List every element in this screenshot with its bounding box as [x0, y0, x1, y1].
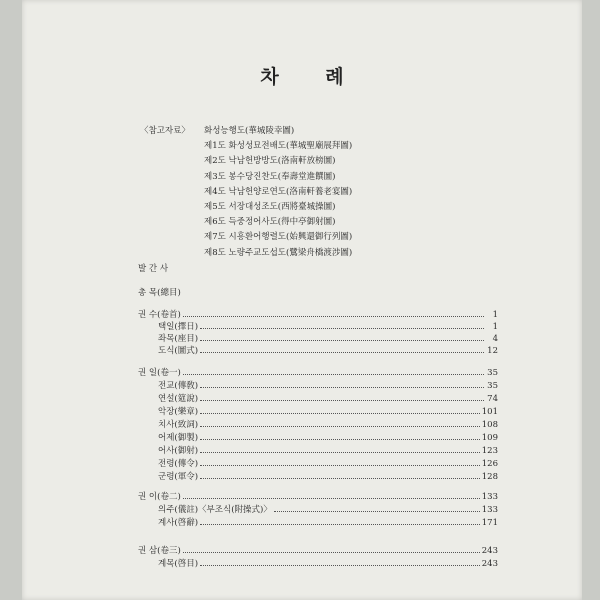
leader-dots [200, 426, 480, 427]
toc-entry-label: 좌목(座目) [158, 334, 199, 344]
toc-entry-label: 치사(致詞) [158, 420, 199, 430]
reference-item: 제2도 낙남헌방방도(洛南軒放榜圖) [204, 156, 336, 167]
toc-heading: 권 삼(卷三) [138, 546, 181, 556]
reference-first: 화성능행도(華城陵幸圖) [204, 126, 295, 136]
toc-entry-label: 군령(軍令) [158, 472, 199, 482]
leader-dots [200, 452, 480, 453]
toc-entry[interactable] [138, 392, 498, 404]
toc-entry[interactable] [138, 405, 498, 417]
page-number: 109 [481, 433, 498, 443]
toc-entry[interactable] [138, 431, 498, 443]
toc-heading: 권 이(卷二) [138, 492, 181, 502]
leader-dots [200, 439, 480, 440]
toc-entry[interactable] [138, 344, 498, 356]
page-number: 133 [481, 505, 498, 515]
page-number: 128 [481, 472, 498, 482]
page-number: 243 [481, 559, 498, 569]
reference-materials [140, 124, 352, 261]
toc-heading-row[interactable] [138, 366, 498, 378]
page-number: 101 [481, 407, 498, 417]
leader-dots [200, 400, 484, 401]
toc-entry[interactable] [138, 379, 498, 391]
leader-dots [200, 465, 480, 466]
toc-entry[interactable] [138, 503, 498, 515]
page-number: 1 [492, 322, 498, 332]
page-number: 108 [481, 420, 498, 430]
toc-entry[interactable] [138, 470, 498, 482]
page-title: 차 례 [260, 66, 364, 88]
book-page [22, 0, 582, 600]
toc-entry-label: 어제(御製) [158, 433, 199, 443]
toc-entry-label: 연설(筵說) [158, 394, 199, 404]
reference-item: 제3도 봉수당진찬도(奉壽堂進饌圖) [204, 171, 336, 182]
toc-heading-row[interactable] [138, 490, 498, 502]
page-number: 35 [487, 368, 498, 378]
reference-item: 제4도 낙남헌양로연도(洛南軒養老宴圖) [204, 186, 353, 197]
toc-entry[interactable] [138, 320, 498, 332]
toc-entry-label: 계사(啓辭) [158, 518, 199, 528]
toc-heading-row[interactable] [138, 308, 498, 320]
leader-dots [200, 340, 484, 341]
leader-dots [200, 524, 480, 525]
reference-item: 제1도 화성성묘전배도(華城聖廟展拜圖) [204, 141, 353, 152]
page-number: 243 [481, 546, 498, 556]
reference-item: 제7도 시흥환어행렬도(始興還御行列圖) [204, 232, 353, 243]
page-number: 12 [487, 346, 498, 356]
page-number: 171 [481, 518, 498, 528]
toc-entry-label: 전교(傳敎) [158, 381, 199, 391]
toc-entry-label: 어사(御射) [158, 446, 199, 456]
toc-entry[interactable] [138, 444, 498, 456]
leader-dots [200, 565, 480, 566]
page-number: 123 [481, 446, 498, 456]
reference-item: 제6도 득중정어사도(得中亭御射圖) [204, 217, 336, 228]
toc-entry[interactable] [138, 457, 498, 469]
page-number: 35 [487, 381, 498, 391]
page-number: 133 [481, 492, 498, 502]
toc-entry[interactable] [138, 332, 498, 344]
leader-dots [183, 498, 480, 499]
page-number: 4 [492, 334, 498, 344]
toc-entry-label: 전령(傳令) [158, 459, 199, 469]
page-number: 1 [492, 310, 498, 320]
reference-label: 〈참고자료〉 [140, 126, 190, 136]
general-contents-heading: 총 목(總目) [138, 288, 181, 298]
toc-entry-label: 의주(儀註)〈부조식(附操式)〉 [158, 505, 272, 515]
toc-entry-label: 계목(啓目) [158, 559, 199, 569]
page-number: 126 [481, 459, 498, 469]
toc-heading: 권 일(卷一) [138, 368, 181, 378]
leader-dots [183, 374, 484, 375]
preface-heading: 발 간 사 [138, 264, 169, 274]
leader-dots [274, 511, 480, 512]
leader-dots [200, 413, 480, 414]
toc-heading: 권 수(卷首) [138, 310, 181, 320]
reference-item: 제8도 노량주교도섭도(鷺梁舟橋渡涉圖) [204, 247, 353, 258]
toc-entry[interactable] [138, 557, 498, 569]
toc-entry-label: 악장(樂章) [158, 407, 199, 417]
leader-dots [183, 316, 484, 317]
toc-entry-label: 택일(擇日) [158, 322, 199, 332]
toc-entry[interactable] [138, 516, 498, 528]
reference-item: 제5도 서장대성조도(西將臺城操圖) [204, 202, 336, 213]
page-number: 74 [487, 394, 498, 404]
toc-entry[interactable] [138, 418, 498, 430]
leader-dots [200, 478, 480, 479]
leader-dots [200, 352, 484, 353]
toc-heading-row[interactable] [138, 544, 498, 556]
leader-dots [200, 328, 484, 329]
toc-entry-label: 도식(圖式) [158, 346, 199, 356]
leader-dots [183, 552, 480, 553]
leader-dots [200, 387, 484, 388]
